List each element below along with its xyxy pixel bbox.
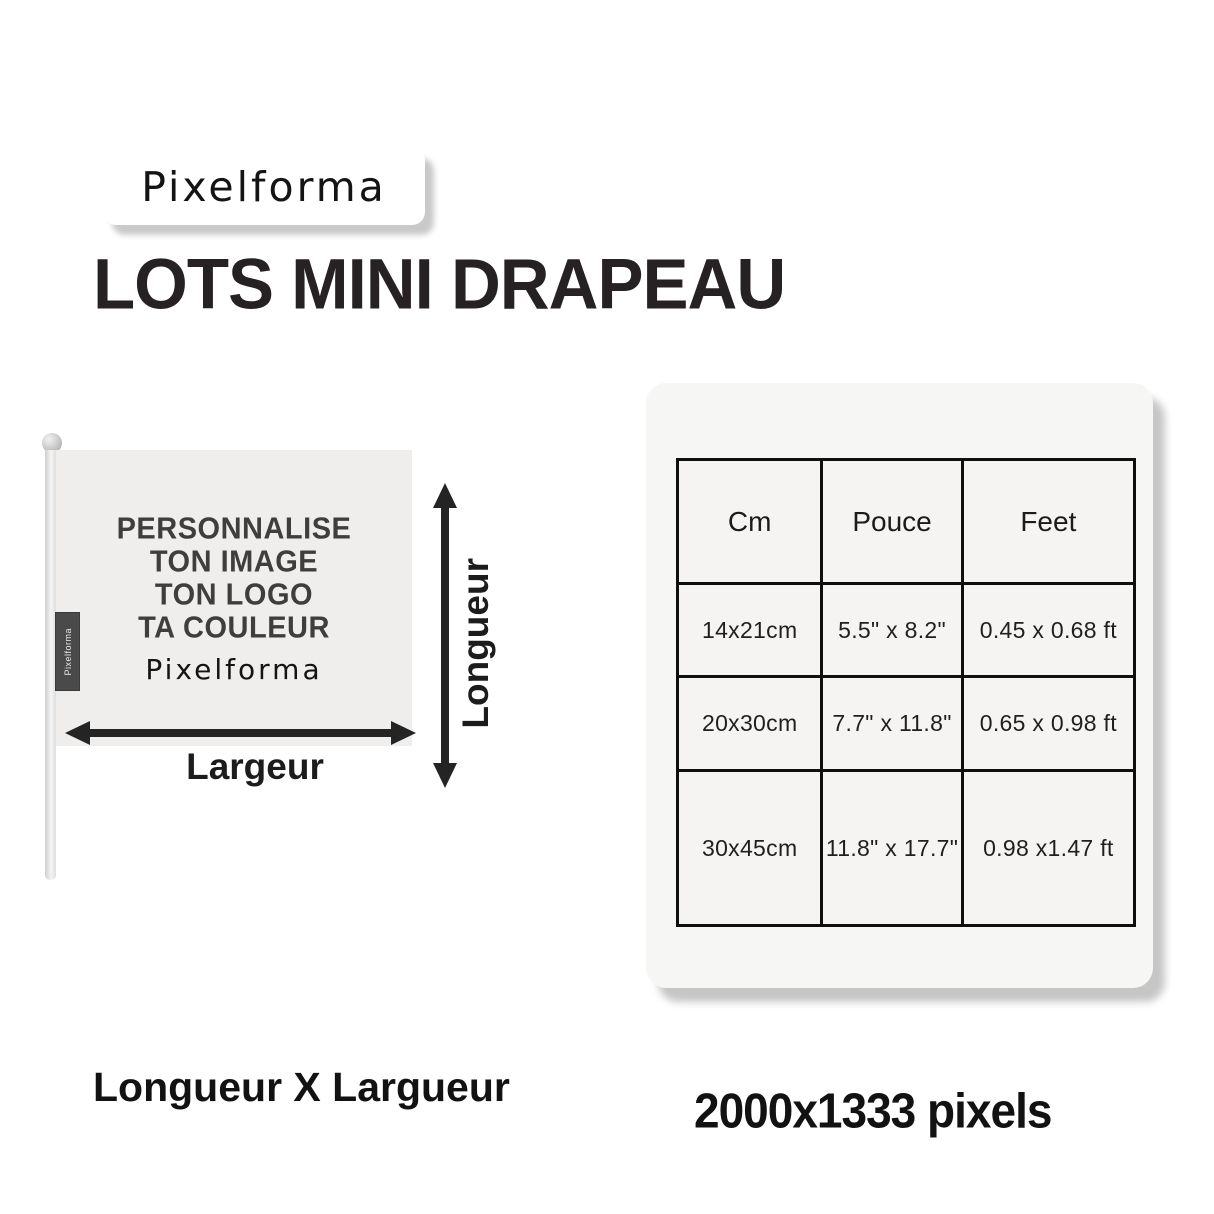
length-label: Longueur <box>455 558 496 729</box>
cell-feet: 0.45 x 0.68 ft <box>962 584 1134 677</box>
dimension-formula-caption: Longueur X Largueur <box>93 1064 510 1110</box>
pixel-size-caption: 2000x1333 pixels <box>694 1083 1052 1139</box>
page-title: LOTS MINI DRAPEAU <box>93 243 786 324</box>
column-header-cm: Cm <box>678 460 822 584</box>
cell-cm: 30x45cm <box>678 771 822 926</box>
flag-text-block <box>56 450 412 746</box>
arrow-shaft <box>90 729 391 737</box>
flag-line: TA COULEUR <box>138 610 330 645</box>
length-arrow-icon <box>433 483 457 788</box>
brand-badge <box>103 148 425 225</box>
size-table <box>676 458 1136 927</box>
table-row <box>678 584 1135 677</box>
pole-tag <box>55 612 80 691</box>
flag-line: TON LOGO <box>154 577 314 612</box>
size-table-header-row <box>678 460 1135 584</box>
arrow-shaft <box>441 508 449 763</box>
cell-feet: 0.98 x1.47 ft <box>962 771 1134 926</box>
arrow-down-head-icon <box>433 763 457 788</box>
cell-pouce: 5.5" x 8.2" <box>822 584 962 677</box>
arrow-left-head-icon <box>65 721 90 745</box>
cell-cm: 20x30cm <box>678 677 822 771</box>
cell-feet: 0.65 x 0.98 ft <box>962 677 1134 771</box>
flag-line: PERSONNALISE <box>116 511 352 546</box>
table-row <box>678 771 1135 926</box>
brand-logo-text: Pixelforma <box>141 162 387 211</box>
table-row <box>678 677 1135 771</box>
width-arrow-icon <box>65 721 416 745</box>
arrow-right-head-icon <box>391 721 416 745</box>
column-header-pouce: Pouce <box>822 460 962 584</box>
cell-cm: 14x21cm <box>678 584 822 677</box>
flag-line: TON IMAGE <box>149 544 319 579</box>
width-label: Largeur <box>186 746 324 787</box>
cell-pouce: 7.7" x 11.8" <box>822 677 962 771</box>
flag-brand-text: Pixelforma <box>145 652 323 686</box>
flag-canvas <box>56 450 412 746</box>
column-header-feet: Feet <box>962 460 1134 584</box>
pole-tag-text: Pixelforma <box>62 627 73 676</box>
arrow-up-head-icon <box>433 483 457 508</box>
size-table-card <box>646 383 1153 988</box>
cell-pouce: 11.8" x 17.7" <box>822 771 962 926</box>
